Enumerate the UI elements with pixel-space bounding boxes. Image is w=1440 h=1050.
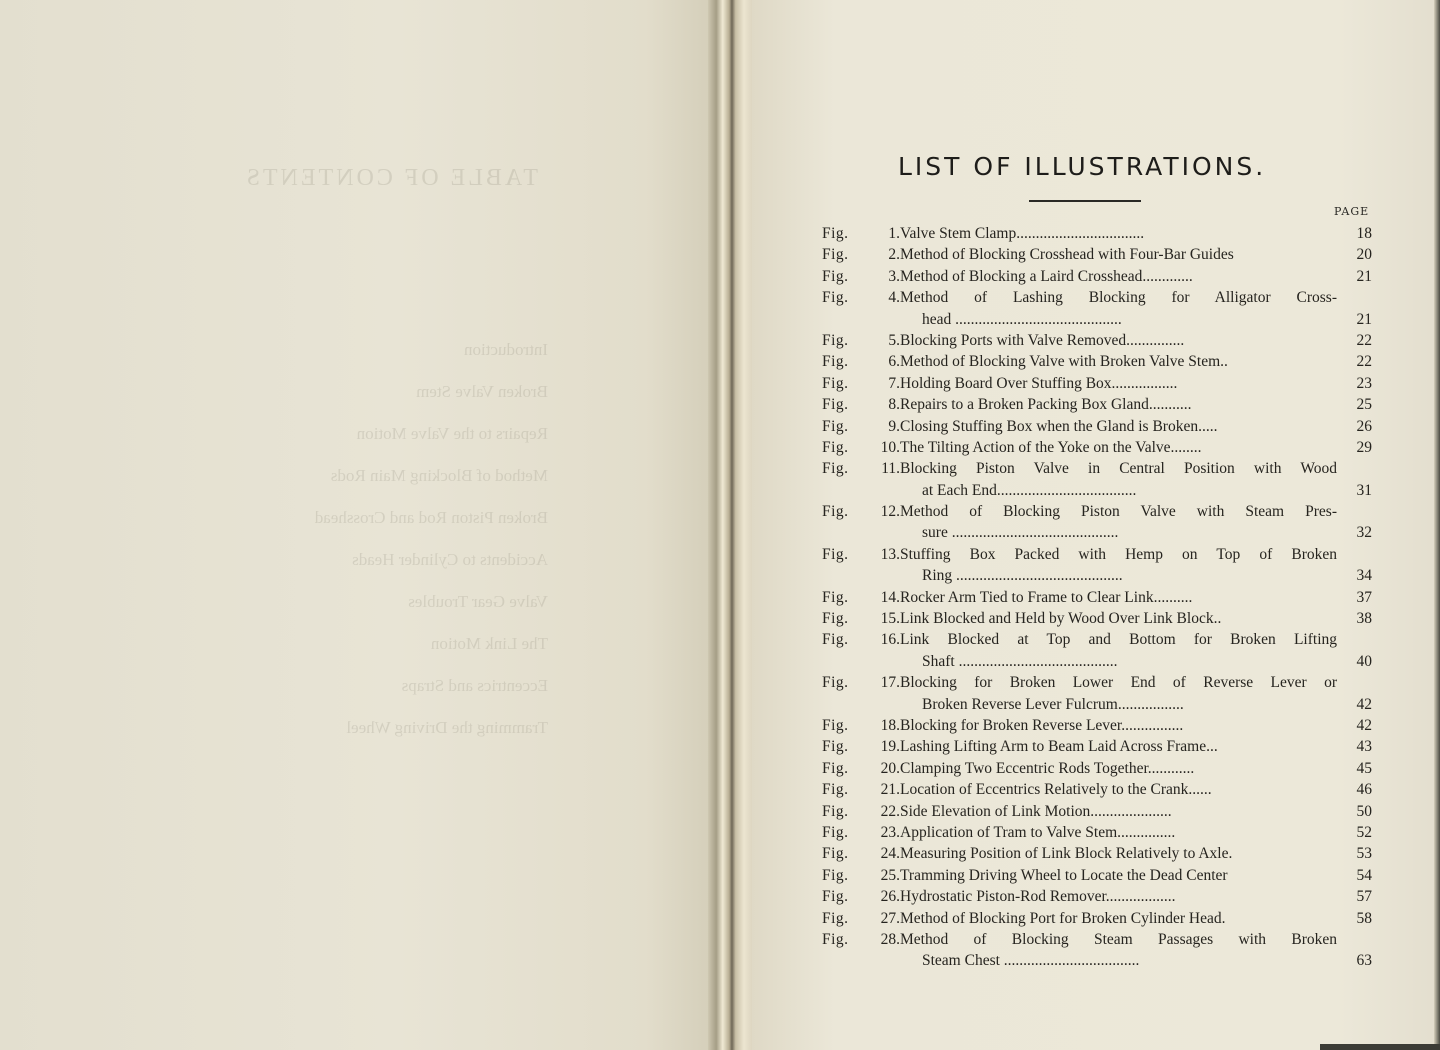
entry-title: Repairs to a Broken Packing Box Gland........... [900, 396, 1192, 414]
page-number: 50 [1356, 802, 1372, 820]
toc-entry [822, 501, 1372, 544]
toc-entry [822, 886, 1372, 907]
entry-title: Method of Blocking Piston Valve with Steam Pres- [900, 503, 1337, 521]
entry-title: Steam Chest ................................... [922, 952, 1140, 970]
toc-entry [822, 672, 1372, 715]
figure-number: 12. [880, 503, 900, 521]
cover-edge [1320, 1044, 1440, 1050]
toc-entry [822, 758, 1372, 779]
page-number: 29 [1356, 438, 1372, 456]
figure-word: Fig. [822, 738, 849, 756]
ghost-line: The Link Motion [430, 634, 548, 653]
figure-word: Fig. [822, 588, 849, 606]
page-number: 63 [1356, 952, 1372, 970]
ghost-line: Repairs to the Valve Motion [356, 424, 548, 443]
entry-title: sure ........................................... [922, 524, 1119, 542]
page-number: 18 [1356, 225, 1372, 242]
figure-number: 1. [888, 225, 900, 242]
figure-word: Fig. [822, 674, 849, 692]
page-number: 52 [1356, 823, 1372, 841]
figure-number: 4. [888, 289, 900, 307]
entry-title: Method of Blocking Crosshead with Four-Bar Guides [900, 246, 1234, 264]
toc-entry [822, 351, 1372, 372]
figure-word: Fig. [822, 374, 849, 392]
figure-number: 6. [888, 353, 900, 371]
entry-title: Valve Stem Clamp................................. [900, 225, 1145, 242]
figure-number: 8. [888, 396, 900, 414]
toc-entry [822, 223, 1372, 244]
page-number: 26 [1356, 417, 1372, 435]
page-number: 58 [1356, 909, 1372, 927]
page-number: 42 [1356, 695, 1372, 713]
toc-entry [822, 544, 1372, 587]
figure-word: Fig. [822, 289, 849, 307]
page-number: 21 [1356, 310, 1372, 328]
figure-word: Fig. [822, 888, 849, 906]
figure-number: 28. [880, 930, 900, 948]
toc-entry [822, 736, 1372, 757]
figure-word: Fig. [822, 225, 849, 242]
page-number: 22 [1356, 353, 1372, 371]
figure-number: 17. [880, 674, 900, 692]
figure-number: 22. [880, 802, 900, 820]
book-gutter [708, 0, 754, 1050]
page-number: 45 [1356, 759, 1372, 777]
figure-number: 3. [888, 267, 900, 285]
ghost-line: Valve Gear Troubles [408, 592, 548, 611]
figure-word: Fig. [822, 610, 849, 628]
page-number: 31 [1356, 481, 1372, 499]
toc-entry [822, 865, 1372, 886]
figure-word: Fig. [822, 716, 849, 734]
figure-number: 24. [880, 845, 900, 863]
figure-word: Fig. [822, 353, 849, 371]
toc-entry [822, 266, 1372, 287]
toc-entry [822, 779, 1372, 800]
entry-title: Application of Tram to Valve Stem............... [900, 823, 1176, 841]
entry-title: Lashing Lifting Arm to Beam Laid Across Frame... [900, 738, 1218, 756]
entry-title: Broken Reverse Lever Fulcrum................. [922, 695, 1184, 713]
figure-number: 10. [880, 438, 900, 456]
entry-title: Method of Blocking a Laird Crosshead............. [900, 267, 1193, 285]
entry-title: Closing Stuffing Box when the Gland is Broken..... [900, 417, 1218, 435]
figure-word: Fig. [822, 909, 849, 927]
figure-number: 21. [880, 781, 900, 799]
page-number: 22 [1356, 331, 1372, 349]
entry-title: Clamping Two Eccentric Rods Together............ [900, 759, 1195, 777]
page-number: 20 [1356, 246, 1372, 264]
page-number: 38 [1356, 610, 1372, 628]
ghost-line: Introduction [463, 340, 548, 359]
toc-entry [822, 458, 1372, 501]
figure-number: 13. [880, 545, 900, 563]
page-number: 54 [1356, 866, 1372, 884]
figure-word: Fig. [822, 438, 849, 456]
figure-number: 15. [880, 610, 900, 628]
figure-number: 11. [881, 460, 900, 478]
figure-word: Fig. [822, 331, 849, 349]
entry-title: head ........................................... [922, 310, 1122, 328]
toc-entry [822, 843, 1372, 864]
entry-title: Tramming Driving Wheel to Locate the Dead Center [900, 866, 1228, 884]
page-number: 21 [1356, 267, 1372, 285]
ghost-line: Accidents to Cylinder Heads [352, 550, 548, 569]
toc-entry [822, 437, 1372, 458]
figure-word: Fig. [822, 845, 849, 863]
entry-title: Hydrostatic Piston-Rod Remover.................. [900, 888, 1176, 906]
page-number: 57 [1356, 888, 1372, 906]
page-number: 23 [1356, 374, 1372, 392]
figure-number: 18. [880, 716, 900, 734]
page-number: 43 [1356, 738, 1372, 756]
toc-entry [822, 801, 1372, 822]
entry-title: Holding Board Over Stuffing Box................. [900, 374, 1178, 392]
figure-word: Fig. [822, 503, 849, 521]
figure-word: Fig. [822, 631, 849, 649]
entry-title: Blocking for Broken Reverse Lever................ [900, 716, 1184, 734]
figure-number: 2. [888, 246, 900, 264]
figure-number: 25. [880, 866, 900, 884]
entry-title: Link Blocked and Held by Wood Over Link Block.. [900, 610, 1222, 628]
figure-word: Fig. [822, 267, 849, 285]
ghost-line: Broken Valve Stem [416, 382, 548, 401]
toc-entry [822, 929, 1372, 972]
entry-title: Blocking for Broken Lower End of Reverse Lever or [900, 674, 1337, 692]
figure-number: 19. [880, 738, 900, 756]
page-edge [1434, 0, 1440, 1050]
entry-title: Location of Eccentrics Relatively to the Crank...... [900, 781, 1212, 799]
entry-title: Method of Blocking Port for Broken Cylinder Head. [900, 909, 1226, 927]
figure-number: 23. [880, 823, 900, 841]
toc-entry [822, 908, 1372, 929]
figure-number: 20. [880, 759, 900, 777]
figure-number: 27. [880, 909, 900, 927]
entry-title: at Each End.................................... [922, 481, 1137, 499]
entry-title: Shaft ......................................... [922, 652, 1118, 670]
illustrations-list [822, 223, 1372, 972]
title-rule [1029, 200, 1141, 202]
entry-title: Method of Blocking Steam Passages with Broken [900, 930, 1337, 948]
toc-entry [822, 587, 1372, 608]
toc-entry [822, 608, 1372, 629]
figure-word: Fig. [822, 930, 849, 948]
figure-word: Fig. [822, 417, 849, 435]
toc-entry [822, 287, 1372, 330]
ghost-line: Tramming the Driving Wheel [346, 718, 548, 737]
figure-word: Fig. [822, 246, 849, 264]
entry-title: Blocking Ports with Valve Removed............... [900, 331, 1185, 349]
toc-entry [822, 822, 1372, 843]
page-number: 34 [1356, 567, 1372, 585]
entry-title: Blocking Piston Valve in Central Position with Wood [900, 460, 1337, 478]
entry-title: Link Blocked at Top and Bottom for Broken Lifting [900, 631, 1337, 649]
figure-word: Fig. [822, 396, 849, 414]
ghost-line: Broken Piston Rod and Crosshead [314, 508, 548, 527]
entry-title: Method of Lashing Blocking for Alligator Cross- [900, 289, 1337, 307]
figure-word: Fig. [822, 759, 849, 777]
figure-word: Fig. [822, 802, 849, 820]
ghost-line: Eccentrics and Straps [401, 676, 548, 695]
toc-entry [822, 330, 1372, 351]
entry-title: Ring ........................................... [922, 567, 1123, 585]
page-number: 25 [1356, 396, 1372, 414]
entry-title: Side Elevation of Link Motion..................... [900, 802, 1172, 820]
toc-entry [822, 629, 1372, 672]
figure-word: Fig. [822, 866, 849, 884]
figure-number: 16. [880, 631, 900, 649]
figure-number: 14. [880, 588, 900, 606]
ghost-title: TABLE OF CONTENTS [243, 165, 538, 191]
entry-title: Method of Blocking Valve with Broken Valve Stem.. [900, 353, 1228, 371]
toc-entry [822, 244, 1372, 265]
entry-title: Measuring Position of Link Block Relatively to Axle. [900, 845, 1233, 863]
page-number: 37 [1356, 588, 1372, 606]
figure-number: 26. [880, 888, 900, 906]
bleed-through-text [0, 0, 718, 1050]
toc-entry [822, 715, 1372, 736]
page-number: 53 [1356, 845, 1372, 863]
ghost-line: Method of Blocking Main Rods [330, 466, 548, 485]
page-column-header: PAGE [1334, 205, 1370, 218]
page-title: LIST OF ILLUSTRATIONS. [898, 152, 1267, 181]
entry-title: Rocker Arm Tied to Frame to Clear Link.......... [900, 588, 1193, 606]
entry-title: Stuffing Box Packed with Hemp on Top of Broken [900, 545, 1337, 563]
figure-word: Fig. [822, 460, 849, 478]
figure-number: 9. [888, 417, 900, 435]
figure-number: 7. [888, 374, 900, 392]
entry-title: The Tilting Action of the Yoke on the Valve........ [900, 438, 1202, 456]
figure-number: 5. [888, 331, 900, 349]
figure-word: Fig. [822, 823, 849, 841]
page-number: 40 [1356, 652, 1372, 670]
toc-entry [822, 394, 1372, 415]
toc-entry [822, 373, 1372, 394]
page-number: 32 [1356, 524, 1372, 542]
page-number: 42 [1356, 716, 1372, 734]
figure-word: Fig. [822, 545, 849, 563]
figure-word: Fig. [822, 781, 849, 799]
page-number: 46 [1356, 781, 1372, 799]
toc-entry [822, 416, 1372, 437]
